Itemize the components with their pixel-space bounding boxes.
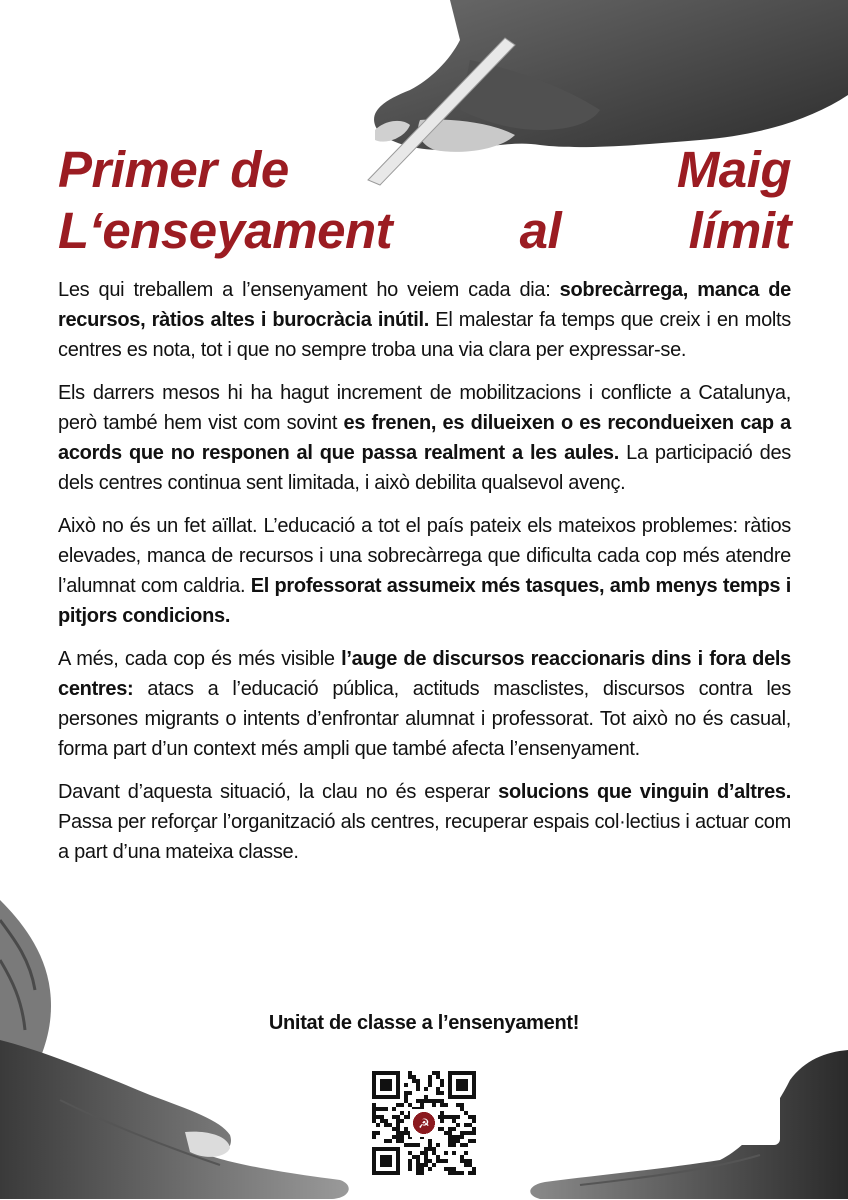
paragraph-5 bbox=[58, 777, 791, 867]
text-run-bold: solucions que vinguin d’altres. bbox=[498, 781, 791, 803]
paragraph-2 bbox=[58, 378, 791, 498]
text-run-bold: El professorat assumeix més tasques, amb menys temps i pitjors condicions. bbox=[58, 575, 791, 627]
text-run: Això no és un fet aïllat. L’educació a tot el país pateix els mateixos problemes: ràtios elevades, manca de recursos i una sobrecàrrega que dificulta cada cop més atendre l’alumnat com caldria. bbox=[58, 515, 791, 597]
text-run-bold: es frenen, es dilueixen o es recondueixen cap a acords que no responen al que passa realment a les aules. bbox=[58, 412, 791, 464]
text-run: Els darrers mesos hi ha hagut increment de mobilitzacions i conflicte a Catalunya, però també hem vist com sovint bbox=[58, 382, 791, 434]
text-run: A més, cada cop és més visible bbox=[58, 648, 342, 670]
paragraph-4 bbox=[58, 644, 791, 764]
title-word: Primer de bbox=[58, 141, 289, 198]
title-line-2 bbox=[58, 201, 791, 261]
text-run-bold: l’auge de discursos reaccionaris dins i fora dels centres: bbox=[58, 648, 791, 700]
paragraph-3 bbox=[58, 511, 791, 631]
white-panel bbox=[520, 1050, 780, 1145]
title-word: al bbox=[519, 202, 562, 259]
body-text bbox=[58, 275, 791, 880]
title-word: L‘enseyament bbox=[58, 202, 393, 259]
text-run: Passa per reforçar l’organització als centres, recuperar espais col·lectius i actuar com a part d’una mateixa classe. bbox=[58, 811, 791, 863]
title-line-1 bbox=[58, 140, 791, 200]
text-run: La participació des dels centres continua sent limitada, i això debilita qualsevol avenç. bbox=[58, 442, 791, 494]
text-run: El malestar fa temps que creix i en molts centres es nota, tot i que no sempre troba una via clara per expressar-se. bbox=[58, 309, 791, 361]
text-run: atacs a l’educació pública, actituds masclistes, discursos contra les persones migrants o intents d’enfrontar alumnat i professorat. Tot això no és casual, forma part d’un context més ampli que també afecta l’ensenyament. bbox=[58, 678, 791, 760]
open-hand-left-image bbox=[0, 1040, 360, 1199]
paragraph-1 bbox=[58, 275, 791, 365]
closing-slogan: Unitat de classe a l’ensenyament! bbox=[268, 1012, 580, 1034]
text-run: Davant d’aquesta situació, la clau no és esperar bbox=[58, 781, 499, 803]
title-word: Maig bbox=[676, 141, 791, 198]
svg-text:☭: ☭ bbox=[418, 1117, 430, 1132]
text-run-bold: sobrecàrrega, manca de recursos, ràtios altes i burocràcia inútil. bbox=[58, 279, 791, 331]
qr-code-image[interactable] bbox=[372, 1071, 476, 1175]
title-word: límit bbox=[688, 202, 791, 259]
text-run: Les qui treballem a l’ensenyament ho veiem cada dia: bbox=[58, 279, 560, 301]
